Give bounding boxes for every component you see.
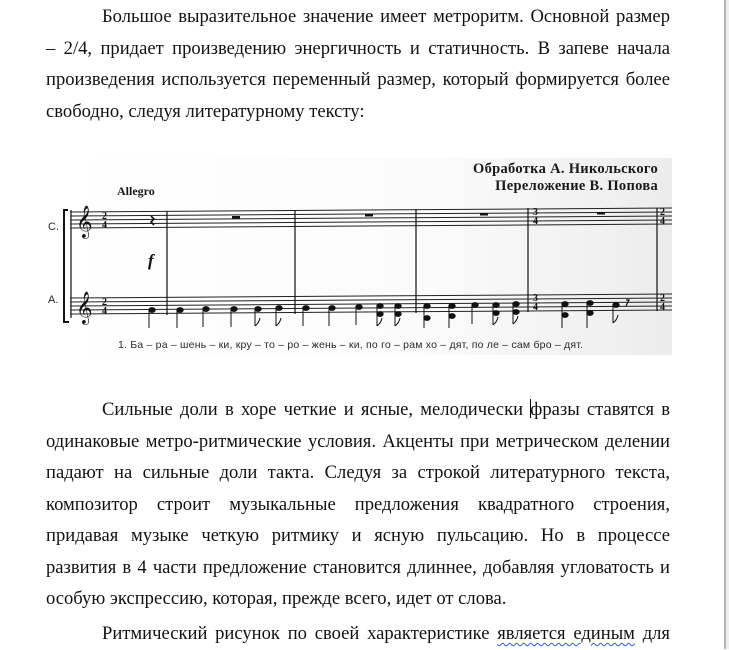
svg-text:3: 3 [533,293,538,304]
score-lyrics: 1. Ба – ра – шень – ки, кру – то – ро – жень – ки, по го – рам хо – дят, по ле – сам бро – дят. [118,339,584,351]
text-line: Большое выразительное значение имеет метроритм. Основной размер [102,6,670,27]
arrangement-credit: Обработка А. Никольского [473,161,658,177]
svg-text:4: 4 [102,306,107,317]
text-line: одинаковые метро-ритмические условия. Акценты при метрическом делении [46,430,670,452]
text-segment: Сильные доли в хоре четкие и ясные, мелодически [102,399,531,420]
svg-text:4: 4 [533,302,538,313]
svg-text:2: 2 [102,211,107,222]
tempo-marking: Allegro [117,184,155,198]
svg-text:2: 2 [102,297,107,308]
text-line [46,618,670,650]
paragraph-rhythmic-pattern[interactable] [46,618,670,650]
voice-label-alto: A. [48,294,59,306]
voice-label-soprano: C. [48,221,59,233]
music-score-figure[interactable] [48,158,672,355]
svg-text:2: 2 [660,293,665,304]
svg-text:4: 4 [660,302,665,313]
spellcheck-flagged-text[interactable]: является единым [497,623,635,644]
text-line: особую экспрессию, которая, прежде всего, идет от слова. [46,588,507,609]
dynamic-marking: f [148,251,154,270]
text-line [46,394,670,426]
svg-text:2: 2 [660,207,665,218]
text-line: свободно, следуя литературному тексту: [46,100,365,122]
text-line: произведения используется переменный размер, который формируется более [46,69,670,90]
text-line: придавая музыке четкую ритмику и ясную пульсацию. Но в процессе [46,525,670,546]
transcription-credit: Переложение В. Попова [495,178,658,194]
text-segment: для [634,623,670,644]
svg-text:3: 3 [533,207,538,218]
paragraph-strong-beats[interactable] [46,394,670,615]
text-line: падают на сильные доли такта. Следуя за строкой литературного текста, [46,462,670,483]
text-line: развития в 4 части предложение становится длиннее, добавляя угловатость и [46,556,670,578]
text-line: композитор строит музыкальные предложения квадратного строения, [46,493,670,515]
svg-text:4: 4 [533,216,538,227]
svg-text:4: 4 [660,216,665,227]
text-segment: фразы ставятся в [530,399,670,420]
text-line: – 2/4, придает произведению энергичность и статичность. В запеве начала [46,37,670,59]
paragraph-metrorhythm[interactable] [46,1,670,127]
text-segment: Ритмический рисунок по своей характеристике [102,623,498,644]
svg-text:4: 4 [102,220,107,231]
svg-text:𝄞: 𝄞 [76,291,93,324]
svg-text:𝄞: 𝄞 [76,205,93,238]
